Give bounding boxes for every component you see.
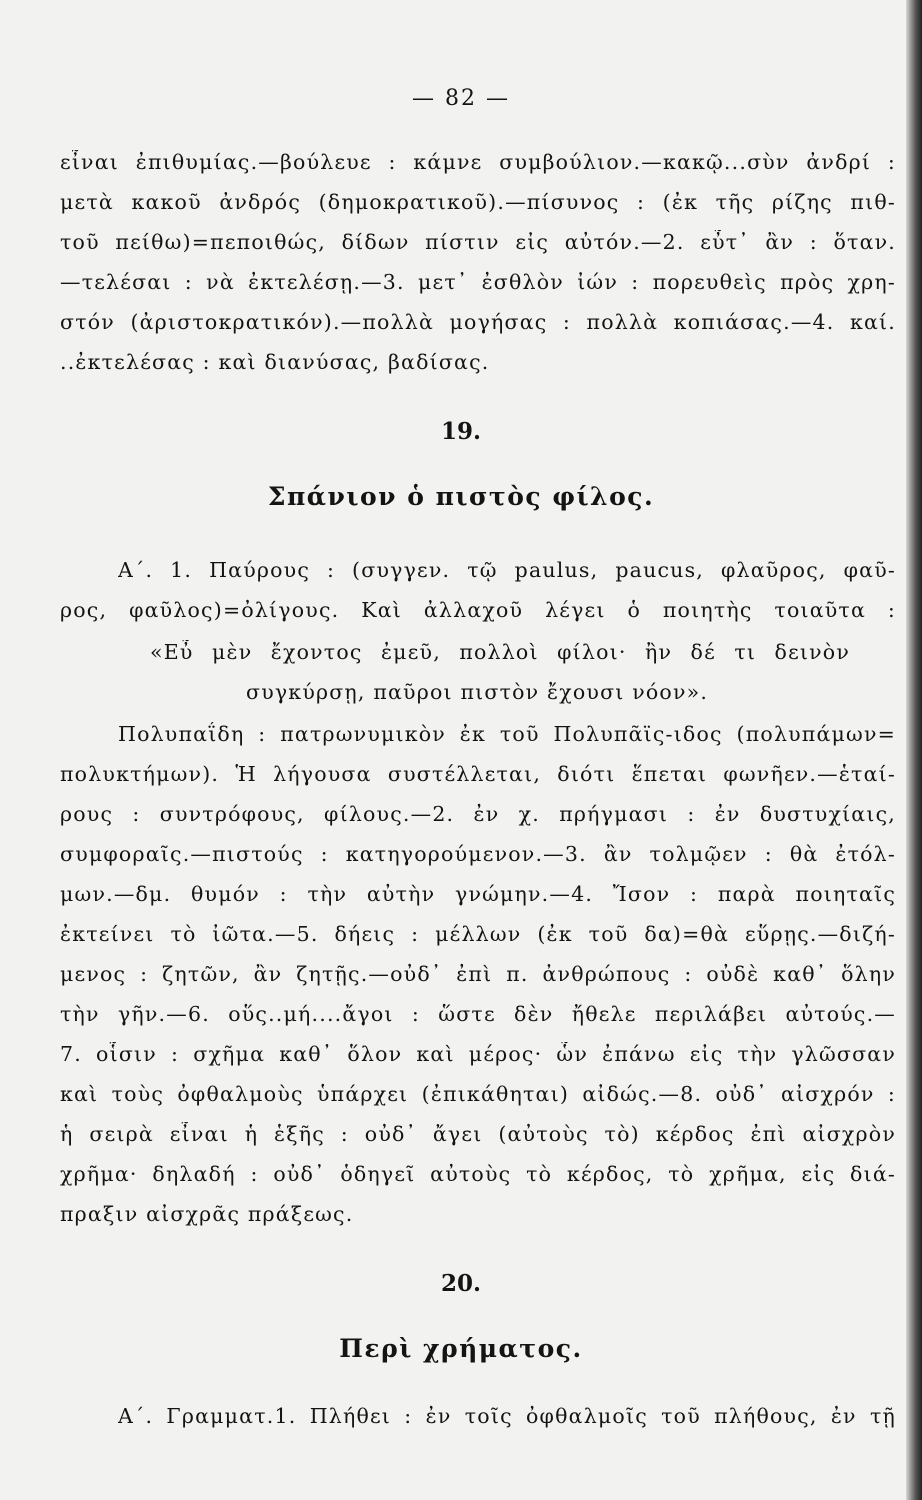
section-title: Σπάνιον ὁ πιστὸς φίλος. <box>267 482 655 511</box>
quote-line: «Εὖ μὲν ἔχοντος ἐμεῦ, πολλοὶ φίλοι· ἢν δέ τι δεινὸν <box>150 640 850 664</box>
text-line: μενος : ζητῶν, ἂν ζητῇς.—οὐδ᾿ ἐπὶ π. ἀνθρώπους : οὐδὲ καθ᾿ ὅλην <box>60 962 896 986</box>
text-line: ἐκτείνει τὸ ἰῶτα.—5. δήεις : μέλλων (ἐκ τοῦ δα)=θὰ εὕρῃς.—διζή- <box>60 922 896 946</box>
text-line: μετὰ κακοῦ ἀνδρός (δημοκρατικοῦ).—πίσυνος : (ἐκ τῆς ρίζης πιθ- <box>60 190 896 214</box>
text-line: χρῆμα· δηλαδή : οὐδ᾿ ὁδηγεῖ αὐτοὺς τὸ κέρδος, τὸ χρῆμα, εἰς διά- <box>60 1162 896 1186</box>
text-line: καὶ τοὺς ὀφθαλμοὺς ὑπάρχει (ἐπικάθηται) αἰδώς.—8. οὐδ᾿ αἰσχρόν : <box>60 1082 896 1106</box>
text-line: Πολυπαΐδη : πατρωνυμικὸν ἐκ τοῦ Πολυπᾶϊς-ιδος (πολυπάμων= <box>118 722 896 746</box>
text-line: ἡ σειρὰ εἶναι ἡ ἑξῆς : οὐδ᾿ ἄγει (αὐτοὺς τὸ) κέρδος ἐπὶ αἰσχρὸν <box>60 1122 896 1146</box>
text-line: —τελέσαι : νὰ ἐκτελέσῃ.—3. μετ᾿ ἐσθλὸν ἰών : πορευθεὶς πρὸς χρη- <box>60 270 896 294</box>
text-line: μων.—δμ. θυμόν : τὴν αὐτὴν γνώμην.—4. Ἴσον : παρὰ ποιηταῖς <box>60 882 896 906</box>
quote-line: συγκύρσῃ, παῦροι πιστὸν ἔχουσι νόον». <box>246 680 709 704</box>
text-line: ρος, φαῦλος)=ὀλίγους. Καὶ ἀλλαχοῦ λέγει ὁ ποιητὴς τοιαῦτα : <box>60 598 896 622</box>
text-line: τοῦ πείθω)=πεποιθώς, δίδων πίστιν εἰς αὐτόν.—2. εὖτ᾿ ἂν : ὅταν. <box>60 230 896 254</box>
text-line: Α΄. Γραμματ.1. Πλήθει : ἐν τοῖς ὀφθαλμοῖς τοῦ πλήθους, ἐν τῇ <box>118 1404 896 1428</box>
section-title: Περὶ χρήματος. <box>339 1334 583 1363</box>
page-number: — 82 — <box>412 86 510 111</box>
text-line: στόν (ἀριστοκρατικόν).—πολλὰ μογήσας : πολλὰ κοπιάσας.—4. καί. <box>60 310 896 334</box>
text-line: ρους : συντρόφους, φίλους.—2. ἐν χ. πρήγμασι : ἐν δυστυχίαις, <box>60 802 896 826</box>
text-line: 7. οἷσιν : σχῆμα καθ᾿ ὅλον καὶ μέρος· ὧν ἐπάνω εἰς τὴν γλῶσσαν <box>60 1042 896 1066</box>
text-line: εἶναι ἐπιθυμίας.—βούλευε : κάμνε συμβούλιον.—κακῷ...σὺν ἀνδρί : <box>60 150 896 174</box>
text-line: πολυκτήμων). Ἡ λήγουσα συστέλλεται, διότι ἕπεται φωνῆεν.—ἑταί- <box>60 762 896 786</box>
section-number: 19. <box>440 418 481 445</box>
text-line: τὴν γῆν.—6. οὕς..μή....ἄγοι : ὥστε δὲν ἤθελε περιλάβει αὐτούς.— <box>60 1002 896 1026</box>
text-line: Α΄. 1. Παύρους : (συγγεν. τῷ paulus, paucus, φλαῦρος, φαῦ- <box>118 558 896 582</box>
section-number: 20. <box>440 1270 481 1297</box>
text-line: συμφοραῖς.—πιστούς : κατηγορούμενον.—3. ἂν τολμῷεν : θὰ ἐτόλ- <box>60 842 896 866</box>
text-line: πραξιν αἰσχρᾶς πράξεως. <box>60 1202 354 1226</box>
text-line: ..ἐκτελέσας : καὶ διανύσας, βαδίσας. <box>60 350 490 374</box>
